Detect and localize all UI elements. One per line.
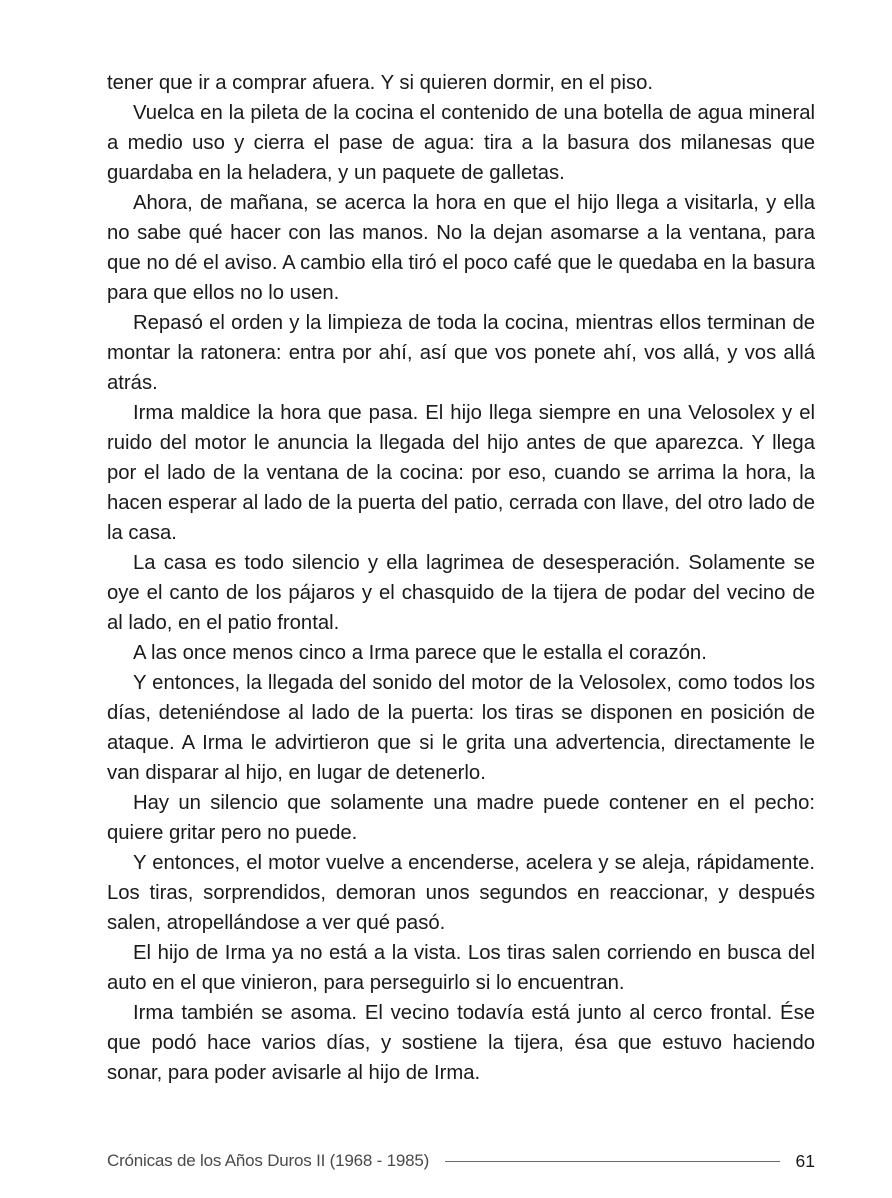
- page-number: 61: [795, 1150, 815, 1171]
- paragraph: A las once menos cinco a Irma parece que le estalla el corazón.: [133, 642, 707, 664]
- paragraph: Vuelca en la pileta de la cocina el contenido de una botella de agua mineral a medio uso y cierra el pase de agua: tira a la basura dos milanesas que guardaba en la heladera, y un paquete de galletas.: [107, 102, 815, 184]
- paragraph: Irma maldice la hora que pasa. El hijo llega siempre en una Velosolex y el ruido del motor le anuncia la llegada del hijo antes de que aparezca. Y llega por el lado de la ventana de la cocina: por eso, cuando se arrima la hora, la hacen esperar al lado de la puerta del patio, cerrada con llave, del otro lado de la casa.: [107, 402, 815, 544]
- body-text: [107, 68, 815, 1088]
- paragraph: tener que ir a comprar afuera. Y si quieren dormir, en el piso.: [107, 72, 654, 94]
- paragraph: El hijo de Irma ya no está a la vista. Los tiras salen corriendo en busca del auto en el que vinieron, para perseguirlo si lo encuentran.: [107, 942, 815, 994]
- footer-rule: [445, 1161, 779, 1162]
- paragraph: La casa es todo silencio y ella lagrimea de desesperación. Solamente se oye el canto de los pájaros y el chasquido de la tijera de podar del vecino de al lado, en el patio frontal.: [107, 552, 815, 634]
- paragraph: Hay un silencio que solamente una madre puede contener en el pecho: quiere gritar pero no puede.: [107, 792, 815, 844]
- paragraph: Irma también se asoma. El vecino todavía está junto al cerco frontal. Ése que podó hace varios días, y sostiene la tijera, ésa que estuvo haciendo sonar, para poder avisarle al hijo de Irma.: [107, 1002, 815, 1084]
- paragraph: Repasó el orden y la limpieza de toda la cocina, mientras ellos terminan de montar la ratonera: entra por ahí, así que vos ponete ahí, vos allá, y vos allá atrás.: [107, 312, 815, 394]
- running-footer-title: Crónicas de los Años Duros II (1968 - 1985): [107, 1151, 430, 1170]
- paragraph: Y entonces, el motor vuelve a encenderse, acelera y se aleja, rápidamente. Los tiras, sorprendidos, demoran unos segundos en reaccionar, y después salen, atropellándose a ver qué pasó.: [107, 852, 815, 934]
- paragraph: Y entonces, la llegada del sonido del motor de la Velosolex, como todos los días, deteniéndose al lado de la puerta: los tiras se disponen en posición de ataque. A Irma le advirtieron que si le grita una advertencia, directamente le van disparar al hijo, en lugar de detenerlo.: [107, 672, 815, 784]
- paragraph: Ahora, de mañana, se acerca la hora en que el hijo llega a visitarla, y ella no sabe qué hacer con las manos. No la dejan asomarse a la ventana, para que no dé el aviso. A cambio ella tiró el poco café que le quedaba en la basura para que ellos no lo usen.: [107, 192, 815, 304]
- page-footer: [107, 1146, 815, 1176]
